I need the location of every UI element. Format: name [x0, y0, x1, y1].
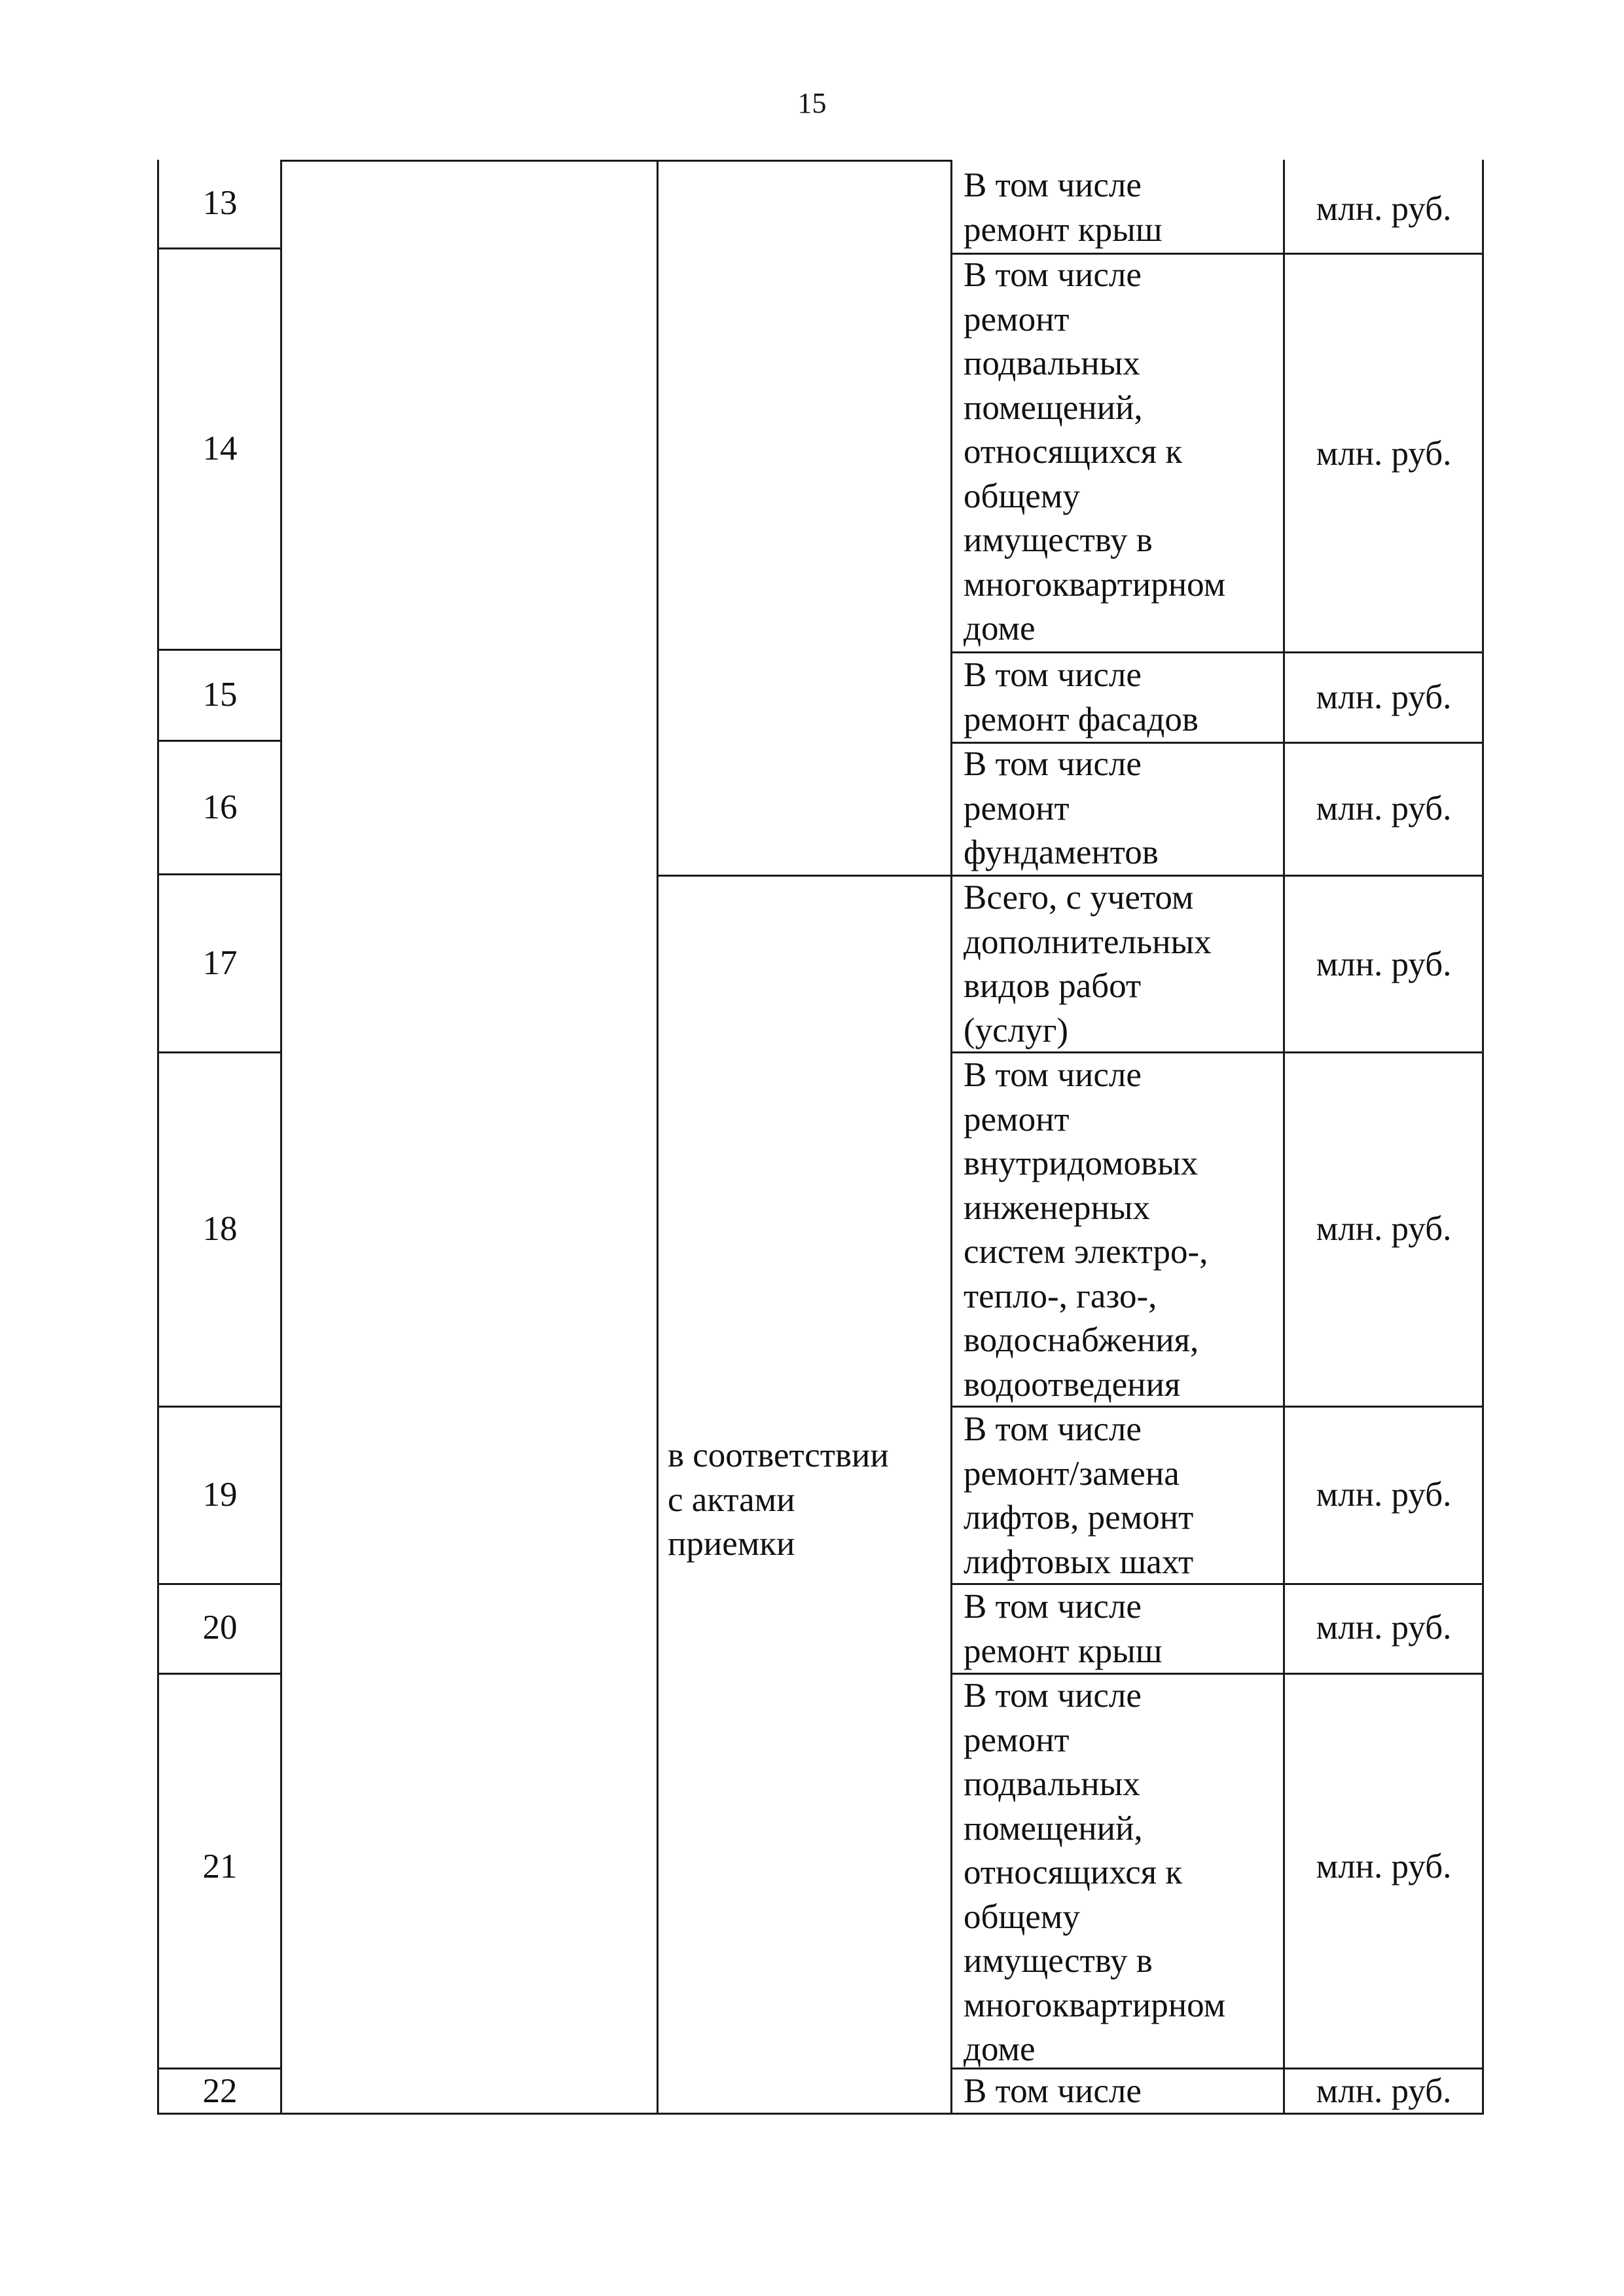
row-number: 22: [202, 2072, 238, 2110]
row-number: 16: [202, 788, 238, 826]
row-unit: млн. руб.: [1316, 678, 1452, 716]
column-divider-2: [657, 160, 659, 2115]
row-divider: [157, 649, 282, 651]
row-description: В том числе ремонт фасадов: [964, 656, 1199, 738]
page-number: 15: [797, 87, 827, 119]
row-number: 21: [202, 1848, 238, 1886]
row-unit: млн. руб.: [1316, 1476, 1452, 1514]
row-number: 17: [202, 944, 238, 982]
row-unit: млн. руб.: [1316, 1210, 1452, 1248]
row-unit: млн. руб.: [1316, 435, 1452, 473]
row-description: В том числе ремонт фундаментов: [964, 745, 1159, 871]
row-unit: млн. руб.: [1316, 1609, 1452, 1647]
row-unit: млн. руб.: [1316, 190, 1452, 228]
row-number: 14: [202, 429, 238, 467]
row-unit: млн. руб.: [1316, 790, 1452, 828]
row-unit: млн. руб.: [1316, 1848, 1452, 1886]
row-divider: [157, 1406, 282, 1408]
column-divider-3: [950, 160, 952, 2115]
merged-column-note: в соответствии с актами приемки: [668, 1436, 889, 1563]
row-divider-number-column: [157, 247, 282, 249]
row-number: 19: [202, 1476, 238, 1514]
row-divider: [157, 873, 282, 875]
row-description: В том числе ремонт подвальных помещений, относящихся к общему имуществу в многоквартирном доме: [964, 256, 1226, 647]
row-divider-merged-break: [657, 875, 952, 877]
row-divider-top-merged: [280, 160, 952, 162]
row-description: В том числе ремонт/замена лифтов, ремонт лифтовых шахт: [964, 1410, 1194, 1581]
row-number: 13: [202, 184, 238, 222]
row-unit: млн. руб.: [1316, 2072, 1452, 2110]
row-description: В том числе ремонт внутридомовых инженерных систем электро-, тепло-, газо-, водоснабжения, водоотведения: [964, 1056, 1208, 1404]
row-number: 20: [202, 1609, 238, 1647]
row-description: В том числе ремонт крыш: [964, 166, 1163, 249]
row-description: В том числе ремонт крыш: [964, 1588, 1163, 1670]
row-description: В том числе ремонт подвальных помещений, относящихся к общему имуществу в многоквартирном доме: [964, 1677, 1226, 2068]
row-divider: [157, 1673, 282, 1675]
row-divider: [157, 1051, 282, 1053]
row-divider: [157, 1583, 282, 1585]
row-number: 18: [202, 1210, 238, 1248]
row-number: 15: [202, 676, 238, 714]
row-unit: млн. руб.: [1316, 945, 1452, 983]
row-description: В том числе: [964, 2072, 1142, 2110]
row-description: Всего, с учетом дополнительных видов работ (услуг): [964, 879, 1212, 1049]
row-divider: [157, 740, 282, 742]
